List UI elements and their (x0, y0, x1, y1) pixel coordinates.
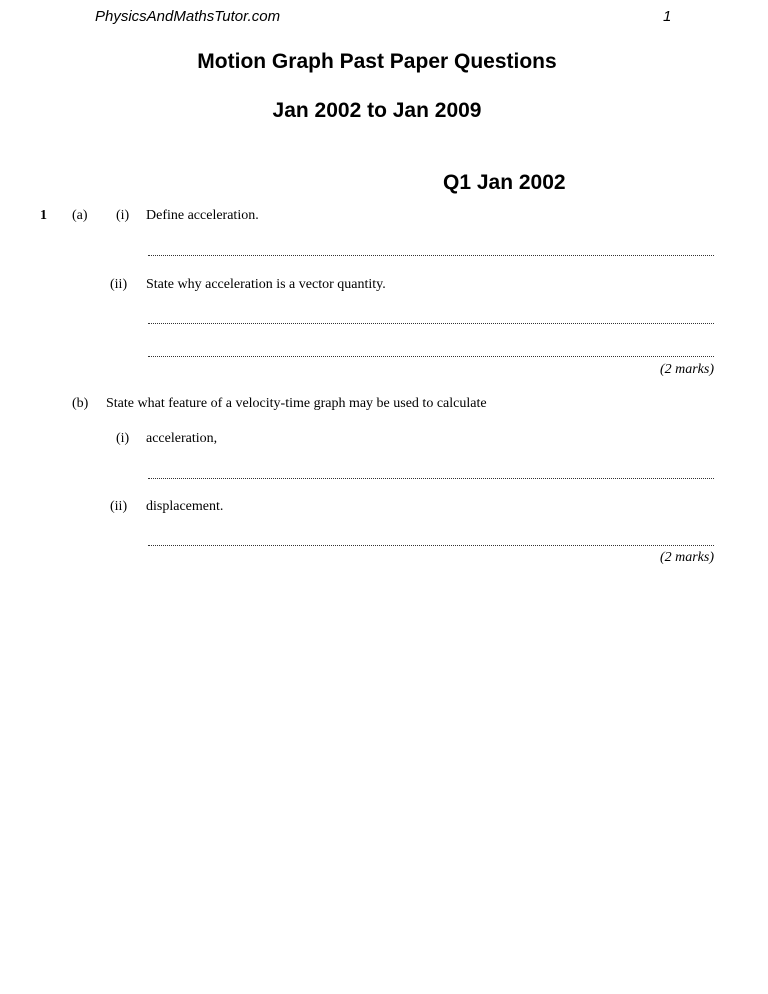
answer-line[interactable] (148, 323, 714, 324)
part-b-ii-text: displacement. (146, 499, 224, 514)
part-a-label: (a) (72, 208, 88, 223)
part-a-i-text: Define acceleration. (146, 208, 259, 223)
part-a-ii-label: (ii) (110, 277, 128, 292)
site-header: PhysicsAndMathsTutor.com (95, 8, 281, 25)
part-b-i-label: (i) (116, 431, 130, 446)
part-a-i-label: (i) (116, 208, 130, 223)
part-a-ii-text: State why acceleration is a vector quantity. (146, 277, 386, 292)
answer-line[interactable] (148, 356, 714, 357)
answer-line[interactable] (148, 545, 714, 546)
part-b-i-text: acceleration, (146, 431, 218, 446)
page-subtitle: Jan 2002 to Jan 2009 (272, 99, 482, 122)
page-number: 1 (663, 8, 672, 25)
marks-label: (2 marks) (659, 362, 714, 377)
part-b-ii-label: (ii) (110, 499, 128, 514)
part-b-text: State what feature of a velocity-time graph may be used to calculate (106, 396, 487, 411)
question-number: 1 (40, 208, 47, 223)
question-heading: Q1 Jan 2002 (443, 171, 566, 194)
marks-label: (2 marks) (659, 550, 714, 565)
page-title: Motion Graph Past Paper Questions (197, 50, 557, 73)
part-b-label: (b) (72, 396, 89, 411)
answer-line[interactable] (148, 478, 714, 479)
answer-line[interactable] (148, 255, 714, 256)
